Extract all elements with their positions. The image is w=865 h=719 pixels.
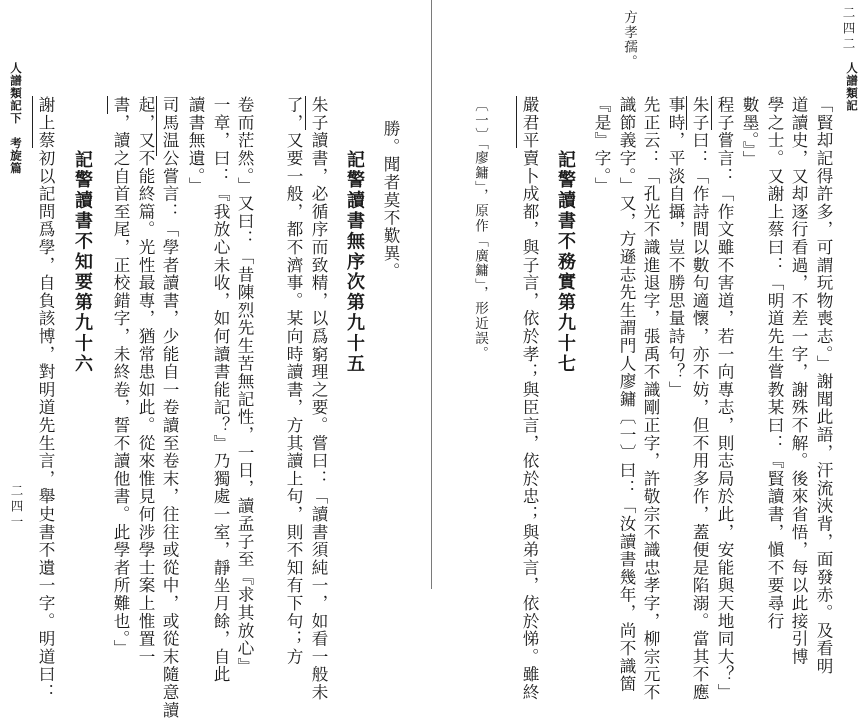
name-underline [305,96,306,130]
left-page [0,0,431,719]
text-column: 卷而茫然。」又曰：「昔陳烈先生苦無記性，一日，讀孟子至『求其放心』 [235,96,254,676]
text-column: 了，又要一般，都不濟事。某向時讀書，方其讀上句，則不知有下句；方 [284,96,303,666]
text-column: 朱子讀書，必循序而致精，以爲窮理之要。嘗曰：「讀書須純一，如看一般未 [309,96,328,702]
text-column: 先正云：「孔光不識進退字，張禹不識剛正字，許敬宗不識忠孝字，柳宗元不 [641,96,660,702]
text-column: 起，又不能終篇。光性最專，猶常患如此。從來惟見何涉學士案上惟置一 [136,96,155,666]
name-underline [32,96,33,148]
text-column: 程子嘗言：「作文雖不害道，若一向專志，則志局於此，安能與天地同大？」 [715,96,734,702]
book-spine-divider [431,0,432,589]
section-title-97: 記警讀書不務實第九十七 [555,150,576,375]
left-page-number: 二四一 [9,484,24,531]
right-page [433,0,865,702]
continued-note: 方孝孺。 [621,10,637,70]
left-running-header: 人譜類記下 考旋篇 [9,62,23,175]
section-title-96: 記警讀書不知要第九十六 [72,150,93,375]
text-column: 司馬温公嘗言：「學者讀書，少能自一卷讀至卷末，往往或從中，或從末隨意讀 [160,96,179,719]
right-running-header: 人譜類記 [845,62,859,112]
text-column: 讀書無遺。」 [186,96,205,195]
text-column: 事時，平淡自攝，豈不勝思量詩句？」 [666,96,685,399]
text-column: 識節義字。」又，方遜志先生謂門人廖鏞〔一〕曰：「汝讀書幾年，尚不識箇 [617,96,636,693]
name-underline [516,96,517,148]
text-column: 朱子曰：「作詩間以數句適懷，亦不妨，但不用多作，蓋便是陷溺。當其不應 [690,96,709,702]
text-column: 「賢却記得許多，可謂玩物喪志。」謝聞此語，汗流浹背，面發赤。及看明 [814,96,833,676]
text-column: 書，讀之自首至尾，正校錯字，未終卷，誓不讀他書。此學者所難也。」 [111,96,130,658]
text-column: 謝上蔡初以記問爲學，自負該博，對明道先生言，舉史書不遺一字。明道曰： [36,96,55,702]
name-underline [107,96,108,114]
text-column: 勝。聞者莫不歎異。 [381,120,400,281]
section-title-95: 記警讀書無序次第九十五 [344,150,365,375]
right-page-number: 二四二 [841,6,856,53]
name-underline [711,96,712,130]
text-column: 嚴君平賣卜成都，與子言，依於孝；與臣言，依於忠；與弟言，依於悌。雖終 [520,96,539,702]
text-column: 『是』字。」 [592,96,611,195]
footnote: 〔一〕「廖鏞」，原作「廣鏞」，形近誤。 [472,98,488,361]
text-column: 數墨。』」 [740,96,759,169]
text-column: 學之士。又謝上蔡曰：「明道先生嘗教某曰：『賢讀書，愼不要尋行 [765,96,784,630]
text-column: 一章，曰：『我放心未收，如何讀書能記？』乃獨處一室，靜坐月餘，自此 [211,96,230,684]
name-underline [686,96,687,130]
name-underline [156,96,157,156]
text-column: 道讀史，又却逐行看過，不差一字，謝殊不解。後來省悟，每以此接引博 [789,96,808,666]
